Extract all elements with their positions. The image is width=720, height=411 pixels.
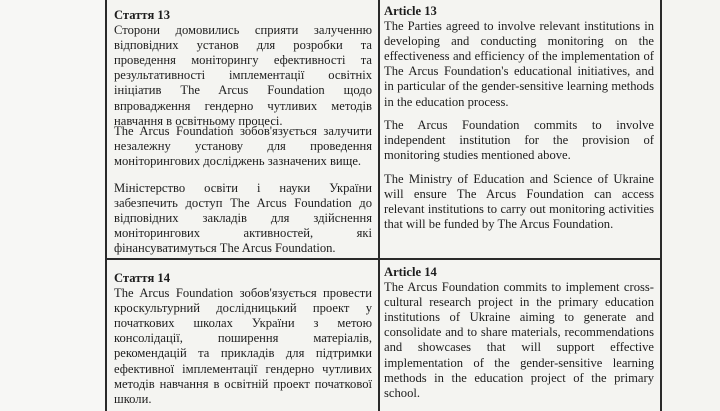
ua-article-13-heading: Стаття 13 <box>114 8 171 22</box>
en-article-13-p3-block <box>384 172 654 232</box>
en-article-13 <box>384 4 654 110</box>
ua-article-14-heading: Стаття 14 <box>114 271 171 285</box>
en-article-14 <box>384 265 654 401</box>
ua-article-14-paragraph-1: The Arcus Foundation зобов'язується провести кроскультурний дослідницький проект у початкових школах України з метою консолідації, поширення матеріалів, рекомендацій та прикладів для підтримки ефективної імплементації гендерно чутливих методів навчання в освітній проект початкової школи. <box>114 286 372 406</box>
table-border-middle <box>378 0 380 411</box>
table-border-left <box>105 0 107 411</box>
en-article-13-p2-block <box>384 118 654 163</box>
en-article-13-paragraph-2: The Arcus Foundation commits to involve independent institution for the provision of monitoring studies mentioned above. <box>384 118 654 163</box>
en-article-14-heading: Article 14 <box>384 265 437 279</box>
table-border-right <box>660 0 662 411</box>
en-article-14-paragraph-1: The Arcus Foundation commits to implement cross-cultural research project in the primary education institutions of Ukraine aiming to generate and consolidate and to share materials, recommendations and showcases that will support effective implementation of the gender-sensitive learning methods in the education project of the primary school. <box>384 280 654 400</box>
ua-article-13-paragraph-1: Сторони домовились сприяти залученню відповідних установ для розробки та проведення моніторингу ефективності та результативності імплементації освітніх ініціатив The Arcus Foundation щодо впровадження гендерно чутливих методів навчання в освітньому процесі. <box>114 23 372 128</box>
ua-article-13 <box>114 8 372 129</box>
en-article-13-paragraph-3: The Ministry of Education and Science of Ukraine will ensure The Arcus Foundation can access relevant institutions to carry out monitoring activities that will be funded by The Arcus Foundation. <box>384 172 654 232</box>
ua-article-13-p2-block <box>114 124 372 169</box>
table-row-divider <box>105 258 662 260</box>
en-article-13-heading: Article 13 <box>384 4 437 18</box>
en-article-13-paragraph-1: The Parties agreed to involve relevant institutions in developing and conducting monitoring on the effectiveness and efficiency of the implementation of The Arcus Foundation's educational initiatives, and in particular of the gender-sensitive learning methods in the education process. <box>384 19 654 109</box>
ua-article-13-paragraph-3: Міністерство освіти і науки України забезпечить доступ The Arcus Foundation до відповідних закладів для здійснення моніторингових активностей, які фінансуватимуться The Arcus Foundation. <box>114 181 372 256</box>
ua-article-14 <box>114 271 372 407</box>
ua-article-13-p3-block <box>114 181 372 256</box>
ua-article-13-paragraph-2: The Arcus Foundation зобов'язується залучити незалежну установу для проведення моніторингових досліджень зазначених вище. <box>114 124 372 169</box>
left-margin <box>0 0 105 411</box>
